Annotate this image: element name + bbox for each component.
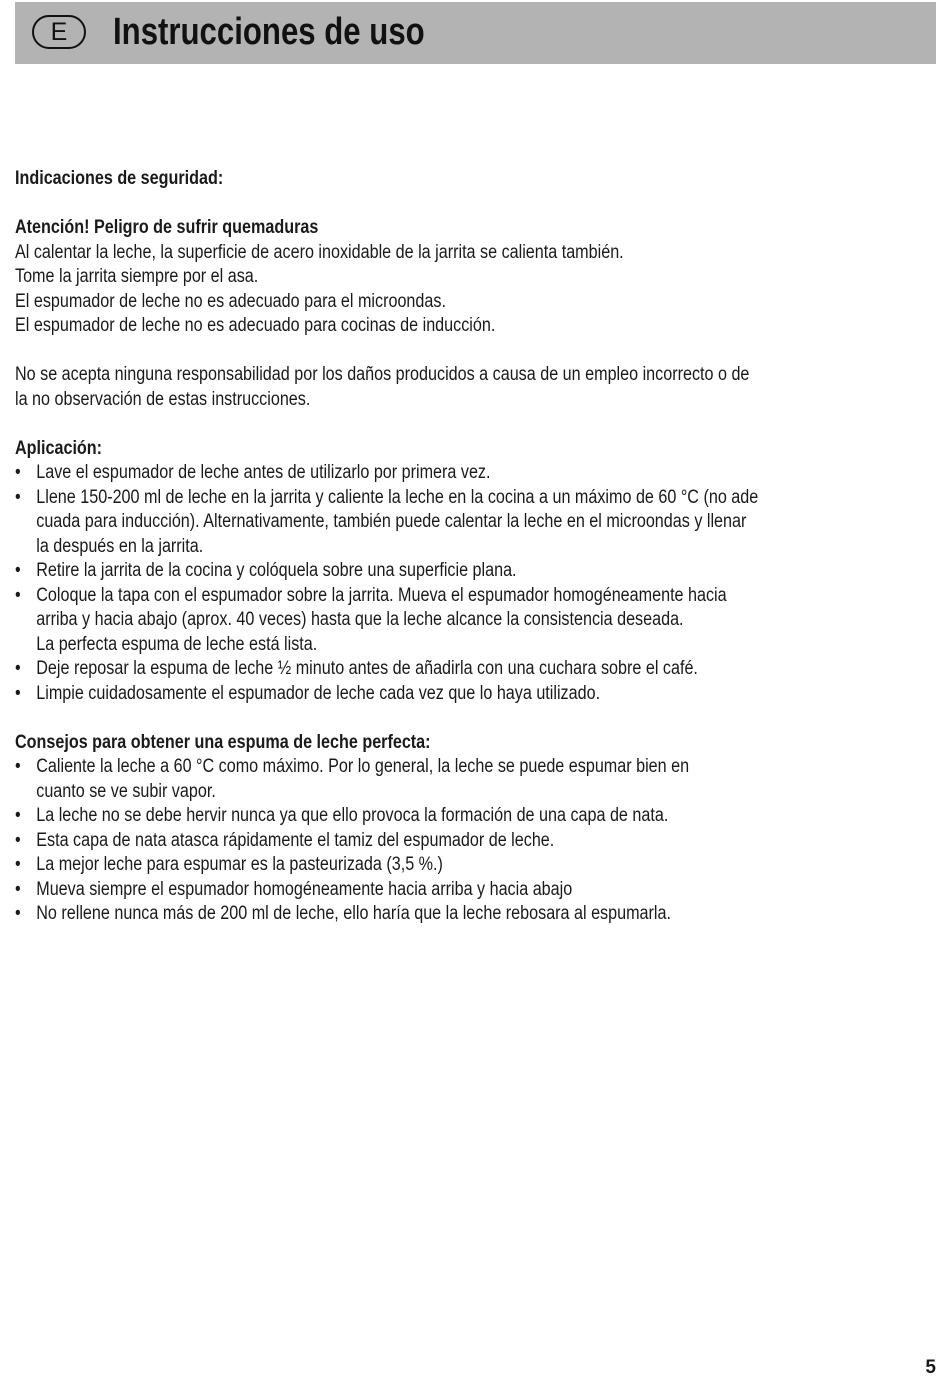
tips-list [15,755,933,927]
list-item-line: • Llene 150-200 ml de leche en la jarrita y caliente la leche en la cocina a un máximo de 60 °C (no ade [36,486,759,508]
list-item-line: la después en la jarrita. [36,535,204,557]
list-item [15,461,933,486]
document-body [15,167,930,927]
list-item [15,804,933,829]
list-item [15,878,933,903]
list-item-line: • Limpie cuidadosamente el espumador de leche cada vez que lo haya utilizado. [36,682,601,704]
page-number: 5 [925,1357,936,1378]
application-heading: Aplicación: [15,437,103,459]
burn-warning-heading: Atención! Peligro de sufrir quemaduras [15,217,319,238]
safety-heading: Indicaciones de seguridad: [15,168,224,189]
list-item-line: cuada para inducción). Alternativamente, también puede calentar la leche en el microondas y llenar [36,511,747,532]
disclaimer-line: No se acepta ninguna responsabilidad por los daños producidos a causa de un empleo incorrecto o de [15,364,750,385]
list-item [15,682,933,707]
application-list [15,461,933,706]
safety-line: El espumador de leche no es adecuado para el microondas. [15,290,446,312]
list-item [15,584,933,658]
list-item-line: • Retire la jarrita de la cocina y colóquela sobre una superficie plana. [36,560,517,581]
list-item-line: arriba y hacia abajo (aprox. 40 veces) hasta que la leche alcance la consistencia deseada. [36,609,684,630]
safety-line: Al calentar la leche, la superficie de acero inoxidable de la jarrita se calienta también. [15,241,624,263]
list-item [15,853,933,878]
list-item-line: cuanto se ve subir vapor. [36,780,216,802]
tips-heading: Consejos para obtener una espuma de leche perfecta: [15,731,431,753]
list-item [15,559,933,584]
page-title: Instrucciones de uso [113,11,425,53]
safety-line: El espumador de leche no es adecuado para cocinas de inducción. [15,315,496,336]
list-item-line: • Esta capa de nata atasca rápidamente el tamiz del espumador de leche. [36,829,555,851]
list-item-line: • Lave el espumador de leche antes de utilizarlo por primera vez. [36,462,491,483]
list-item [15,486,933,560]
list-item [15,902,933,927]
language-badge: E [32,15,86,49]
list-item [15,829,933,854]
list-item-line: • No rellene nunca más de 200 ml de leche, ello haría que la leche rebosara al espumarla. [36,903,671,924]
safety-line: Tome la jarrita siempre por el asa. [15,266,259,287]
list-item [15,657,933,682]
list-item-line: La perfecta espuma de leche está lista. [36,633,318,655]
list-item-line: • La mejor leche para espumar es la pasteurizada (3,5 %.) [36,854,443,875]
list-item-line: • La leche no se debe hervir nunca ya que ello provoca la formación de una capa de nata. [36,805,669,826]
header-bar [15,2,936,64]
list-item-line: • Mueva siempre el espumador homogéneamente hacia arriba y hacia abajo [36,878,573,900]
list-item [15,755,933,804]
list-item-line: • Deje reposar la espuma de leche ½ minuto antes de añadirla con una cuchara sobre el café. [36,658,698,679]
disclaimer-line: la no observación de estas instrucciones. [15,388,311,410]
list-item-line: • Coloque la tapa con el espumador sobre la jarrita. Mueva el espumador homogéneamente hacia [36,584,727,606]
list-item-line: • Caliente la leche a 60 °C como máximo. Por lo general, la leche se puede espumar bien en [36,756,690,777]
